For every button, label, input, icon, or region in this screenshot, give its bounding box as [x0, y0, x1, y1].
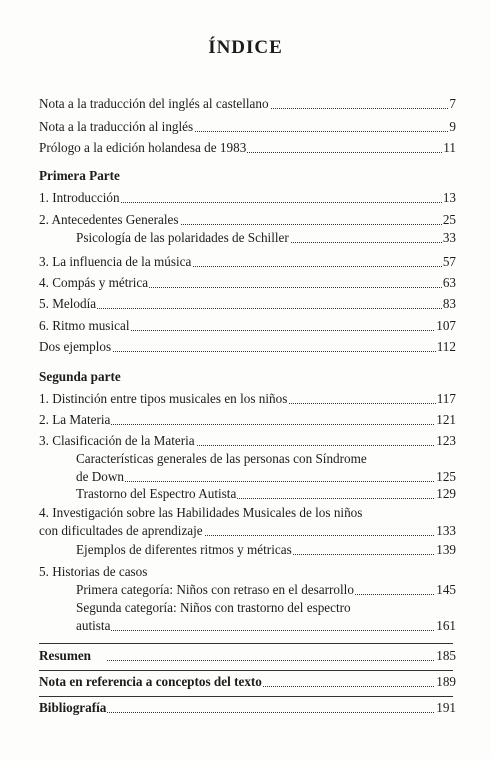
toc-entry — [39, 337, 456, 357]
toc-entry-page: 33 — [442, 228, 456, 248]
toc-entry-page: 125 — [435, 467, 456, 487]
toc-entry-page: 117 — [436, 389, 456, 409]
toc-entry-label: Resumen — [39, 646, 92, 666]
toc-entry — [39, 646, 456, 666]
section-divider — [39, 643, 453, 644]
toc-entry-page: 112 — [436, 337, 456, 357]
toc-entry — [39, 188, 456, 208]
toc-entry-label: 5. Melodía — [39, 294, 97, 314]
toc-entry-label: 4. Compás y métrica — [39, 273, 149, 293]
toc-entry — [39, 410, 456, 430]
toc-entry — [39, 389, 456, 409]
toc-entry-label: Primera categoría: Niños con retraso en el desarrollo — [76, 580, 355, 600]
toc-entry-label: 3. Clasificación de la Materia — [39, 431, 196, 451]
toc-entry — [39, 273, 456, 293]
toc-entry-label: 3. La influencia de la música — [39, 252, 192, 272]
toc-entry-page: 83 — [442, 294, 456, 314]
toc-entry-label: Prólogo a la edición holandesa de 1983 — [39, 138, 247, 158]
page-title: ÍNDICE — [208, 37, 283, 58]
toc-entry — [76, 228, 456, 248]
toc-entry-label: autista — [76, 616, 111, 636]
toc-entry — [39, 672, 456, 692]
toc-entry — [76, 580, 456, 600]
section-heading-part1: Primera Parte — [39, 168, 120, 183]
section-heading-part2: Segunda parte — [39, 369, 121, 384]
toc-entry-label: Características generales de las personas con Síndrome — [76, 451, 367, 466]
toc-entry-page: 121 — [435, 410, 456, 430]
toc-entry-page: 7 — [448, 94, 456, 114]
section-divider — [39, 670, 453, 671]
toc-entry-label: 4. Investigación sobre las Habilidades Musicales de los niños — [39, 505, 363, 520]
toc-entry — [39, 117, 456, 137]
toc-entry-page: 9 — [448, 117, 456, 137]
toc-entry-page: 129 — [435, 484, 456, 504]
toc-entry — [39, 138, 456, 158]
toc-entry-page: 145 — [435, 580, 456, 600]
toc-entry-label: 6. Ritmo musical — [39, 316, 130, 336]
toc-entry-label: Segunda categoría: Niños con trastorno del espectro — [76, 600, 351, 615]
toc-entry-label: Nota a la traducción del inglés al castellano — [39, 94, 270, 114]
toc-entry-page: 139 — [435, 540, 456, 560]
toc-entry-label: Trastorno del Espectro Autista — [76, 484, 237, 504]
toc-entry-page: 133 — [435, 521, 456, 541]
toc-entry-page: 11 — [442, 138, 456, 158]
toc-entry-page: 161 — [435, 616, 456, 636]
toc-entry-page: 25 — [442, 210, 456, 230]
toc-entry-label: 1. Distinción entre tipos musicales en los niños — [39, 389, 288, 409]
toc-entry — [39, 252, 456, 272]
toc-entry-label: 1. Introducción — [39, 188, 121, 208]
toc-entry-page: 191 — [435, 698, 456, 718]
toc-entry — [76, 616, 456, 636]
toc-entry — [39, 94, 456, 114]
toc-entry-page: 13 — [442, 188, 456, 208]
toc-entry-page: 63 — [442, 273, 456, 293]
toc-entry — [76, 540, 456, 560]
toc-entry-label: 5. Historias de casos — [39, 564, 148, 579]
toc-entry-label: 2. Antecedentes Generales — [39, 210, 180, 230]
toc-entry-label: Nota en referencia a conceptos del texto — [39, 672, 263, 692]
toc-entry — [39, 316, 456, 336]
toc-entry-page: 185 — [435, 646, 456, 666]
toc-entry-label: Ejemplos de diferentes ritmos y métricas — [76, 540, 293, 560]
toc-entry — [39, 431, 456, 451]
toc-entry-page: 107 — [435, 316, 456, 336]
toc-entry-page: 123 — [435, 431, 456, 451]
toc-entry-label: Dos ejemplos — [39, 337, 112, 357]
toc-entry — [39, 210, 456, 230]
toc-entry-label: con dificultades de aprendizaje — [39, 521, 204, 541]
toc-entry — [39, 521, 456, 541]
toc-entry-label: de Down — [76, 467, 125, 487]
toc-entry-page: 189 — [435, 672, 456, 692]
toc-entry — [39, 294, 456, 314]
toc-entry-label: Bibliografía — [39, 698, 107, 718]
toc-entry — [76, 484, 456, 504]
toc-entry-page: 57 — [442, 252, 456, 272]
toc-entry-label: Psicología de las polaridades de Schiller — [76, 228, 290, 248]
toc-entry — [39, 698, 456, 718]
toc-entry-label: 2. La Materia — [39, 410, 111, 430]
toc-entry-label: Nota a la traducción al inglés — [39, 117, 194, 137]
section-divider — [39, 696, 453, 697]
